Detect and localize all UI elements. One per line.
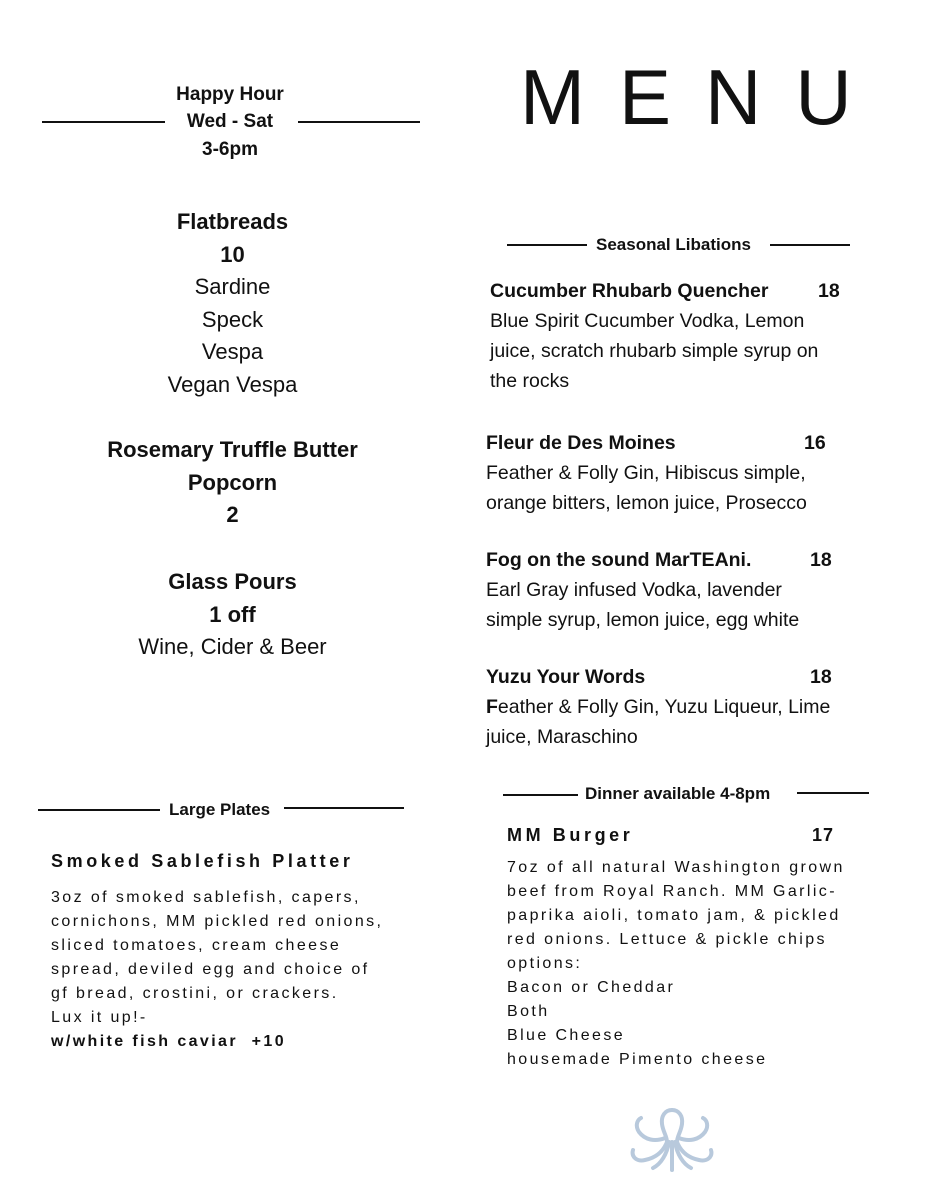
- burger-desc: [507, 856, 917, 1072]
- plate-desc-line: sliced tomatoes, cream cheese: [51, 937, 342, 954]
- burger-desc-line: Blue Cheese: [507, 1027, 626, 1044]
- drink-desc-initial: F: [486, 696, 498, 718]
- seasonal-rule-right: [770, 244, 850, 246]
- popcorn-section: [60, 434, 405, 532]
- flatbread-item: Vegan Vespa: [167, 371, 298, 397]
- drink-desc: juice, Maraschino: [486, 726, 638, 748]
- dinner-label: Dinner available 4-8pm: [579, 784, 776, 804]
- plate-desc-line: spread, deviled egg and choice of: [51, 961, 370, 978]
- drink-desc: simple syrup, lemon juice, egg white: [486, 609, 800, 631]
- plate-desc-line: cornichons, MM pickled red onions,: [51, 913, 384, 930]
- burger-desc-line: Bacon or Cheddar: [507, 979, 676, 996]
- flatbreads-section: [60, 206, 405, 401]
- plates-rule-right: [284, 807, 404, 809]
- drink-desc: [486, 692, 896, 722]
- flatbread-item: Speck: [201, 306, 264, 332]
- drink-desc-rest: eather & Folly Gin, Yuzu Liqueur, Lime: [497, 696, 831, 718]
- plate-title: Smoked Sablefish Platter: [51, 851, 354, 871]
- flatbread-item: Vespa: [201, 339, 264, 364]
- dinner-rule-left: [503, 794, 578, 796]
- popcorn-line2: Popcorn: [187, 469, 278, 495]
- flatbreads-price: 10: [220, 241, 245, 267]
- plates-rule-left: [38, 809, 160, 811]
- drink-name: Yuzu Your Words: [486, 666, 646, 688]
- flatbreads-title: Flatbreads: [176, 209, 289, 234]
- drink-price: 18: [810, 666, 832, 688]
- dinner-rule-right: [797, 792, 869, 794]
- drink-desc: orange bitters, lemon juice, Prosecco: [486, 492, 807, 514]
- burger-desc-line: options:: [507, 955, 583, 972]
- popcorn-line1: Rosemary Truffle Butter: [107, 437, 358, 462]
- plate-desc-line: gf bread, crostini, or crackers.: [51, 985, 339, 1002]
- drink-price: 16: [804, 432, 826, 454]
- drink-desc: Blue Spirit Cucumber Vodka, Lemon: [490, 310, 805, 332]
- plate-desc: [51, 886, 451, 1054]
- popcorn-price: 2: [226, 502, 239, 527]
- drink-desc: Earl Gray infused Vodka, lavender: [486, 579, 782, 601]
- happy-hour-label: Happy Hour: [176, 84, 284, 105]
- burger-desc-line: 7oz of all natural Washington grown: [507, 859, 845, 876]
- drink-item: [486, 428, 886, 518]
- drink-name: Cucumber Rhubarb Quencher: [490, 280, 769, 302]
- drink-item: [486, 662, 896, 752]
- seasonal-rule-left: [507, 244, 587, 246]
- drink-name: Fog on the sound MarTEAni.: [486, 549, 752, 571]
- octopus-icon: [625, 1102, 720, 1172]
- burger-desc-line: housemade Pimento cheese: [507, 1051, 768, 1068]
- glass-pours-discount: 1 off: [209, 601, 256, 627]
- burger-desc-line: Both: [507, 1003, 550, 1020]
- large-plates-label: Large Plates: [163, 800, 276, 820]
- plate-addon: w/white fish caviar +10: [51, 1033, 287, 1050]
- drink-desc: the rocks: [490, 370, 570, 392]
- plate-desc-line: 3oz of smoked sablefish, capers,: [51, 889, 361, 906]
- flatbread-item: Sardine: [194, 274, 271, 299]
- burger-name: MM Burger: [507, 825, 634, 845]
- drink-price: 18: [818, 280, 840, 302]
- happy-hour-time: 3-6pm: [202, 139, 258, 160]
- drink-name: Fleur de Des Moines: [486, 432, 676, 454]
- plate-desc-line: Lux it up!-: [51, 1009, 148, 1026]
- drink-desc: Feather & Folly Gin, Hibiscus simple,: [486, 462, 806, 484]
- burger-desc-line: beef from Royal Ranch. MM Garlic-: [507, 883, 837, 900]
- burger-desc-line: red onions. Lettuce & pickle chips: [507, 931, 827, 948]
- glass-pours-section: [60, 566, 405, 664]
- burger-price: 17: [812, 825, 835, 845]
- glass-pours-title: Glass Pours: [168, 569, 297, 594]
- drink-price: 18: [810, 549, 832, 571]
- burger-desc-line: paprika aioli, tomato jam, & pickled: [507, 907, 841, 924]
- happy-hour-days: Wed - Sat: [186, 111, 274, 132]
- menu-title: MENU: [520, 53, 886, 141]
- seasonal-label: Seasonal Libations: [590, 235, 757, 255]
- drink-desc: juice, scratch rhubarb simple syrup on: [490, 340, 819, 362]
- glass-pours-desc: Wine, Cider & Beer: [138, 634, 327, 659]
